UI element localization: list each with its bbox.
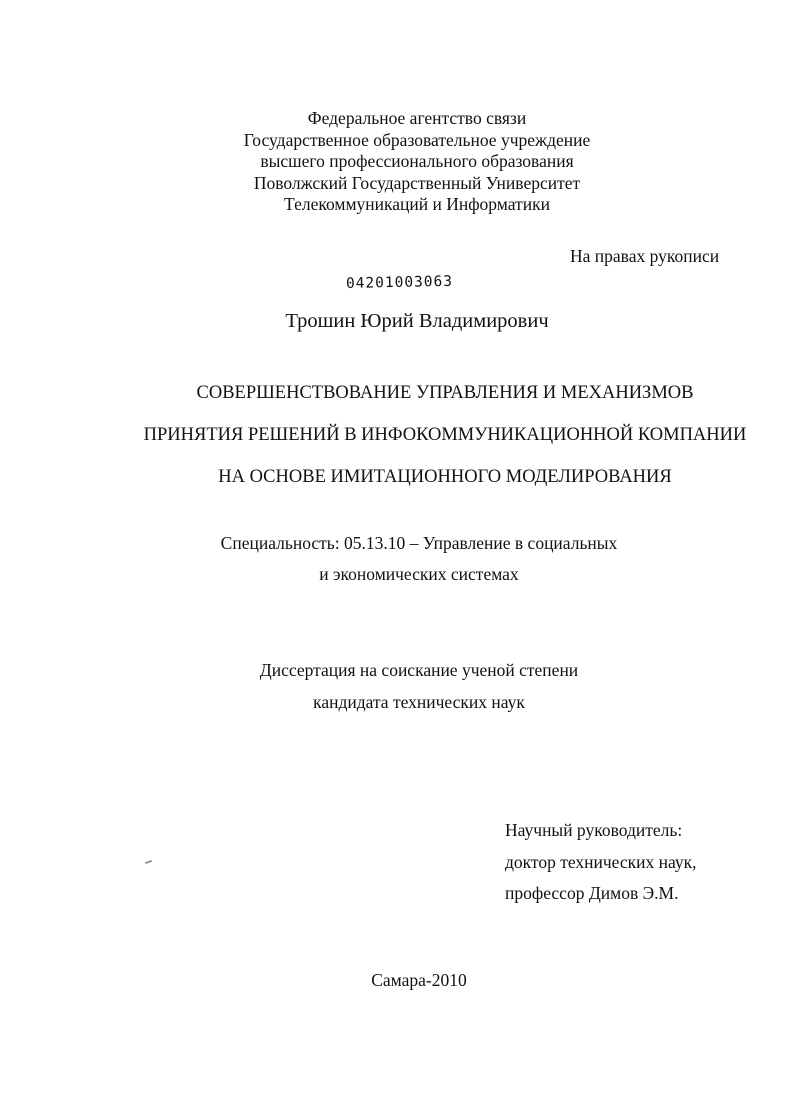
supervisor-line: профессор Димов Э.М. xyxy=(505,883,679,903)
author-name: Трошин Юрий Владимирович xyxy=(285,310,549,332)
institution-line: Федеральное агентство связи xyxy=(307,108,527,128)
registration-code: 04201003063 xyxy=(345,273,454,292)
title-line: СОВЕРШЕНСТВОВАНИЕ УПРАВЛЕНИЯ И МЕХАНИЗМОВ xyxy=(196,383,694,403)
institution-line: Государственное образовательное учреждение xyxy=(243,129,591,150)
city-year: Самара-2010 xyxy=(371,970,467,990)
rights-note: На правах рукописи xyxy=(570,246,720,266)
specialty-line: и экономических системах xyxy=(319,563,519,584)
scan-speck xyxy=(145,860,152,864)
supervisor-line: Научный руководитель: xyxy=(505,820,683,840)
degree-line: Диссертация на соискание ученой степени xyxy=(259,660,579,680)
dissertation-title xyxy=(0,372,798,498)
institution-block xyxy=(0,108,798,216)
institution-line: Поволжский Государственный Университет xyxy=(253,172,581,193)
supervisor-block xyxy=(505,815,697,910)
supervisor-line: доктор технических наук, xyxy=(505,851,697,872)
institution-line: высшего профессионального образования xyxy=(260,151,574,171)
degree-block xyxy=(0,655,798,718)
title-line: НА ОСНОВЕ ИМИТАЦИОННОГО МОДЕЛИРОВАНИЯ xyxy=(218,467,672,487)
specialty-block xyxy=(0,528,798,589)
specialty-line: Специальность: 05.13.10 – Управление в социальных xyxy=(220,533,618,553)
degree-line: кандидата технических наук xyxy=(313,691,525,712)
title-line: ПРИНЯТИЯ РЕШЕНИЙ В ИНФОКОММУНИКАЦИОННОЙ КОМПАНИИ xyxy=(143,425,747,445)
institution-line: Телекоммуникаций и Информатики xyxy=(284,194,550,214)
